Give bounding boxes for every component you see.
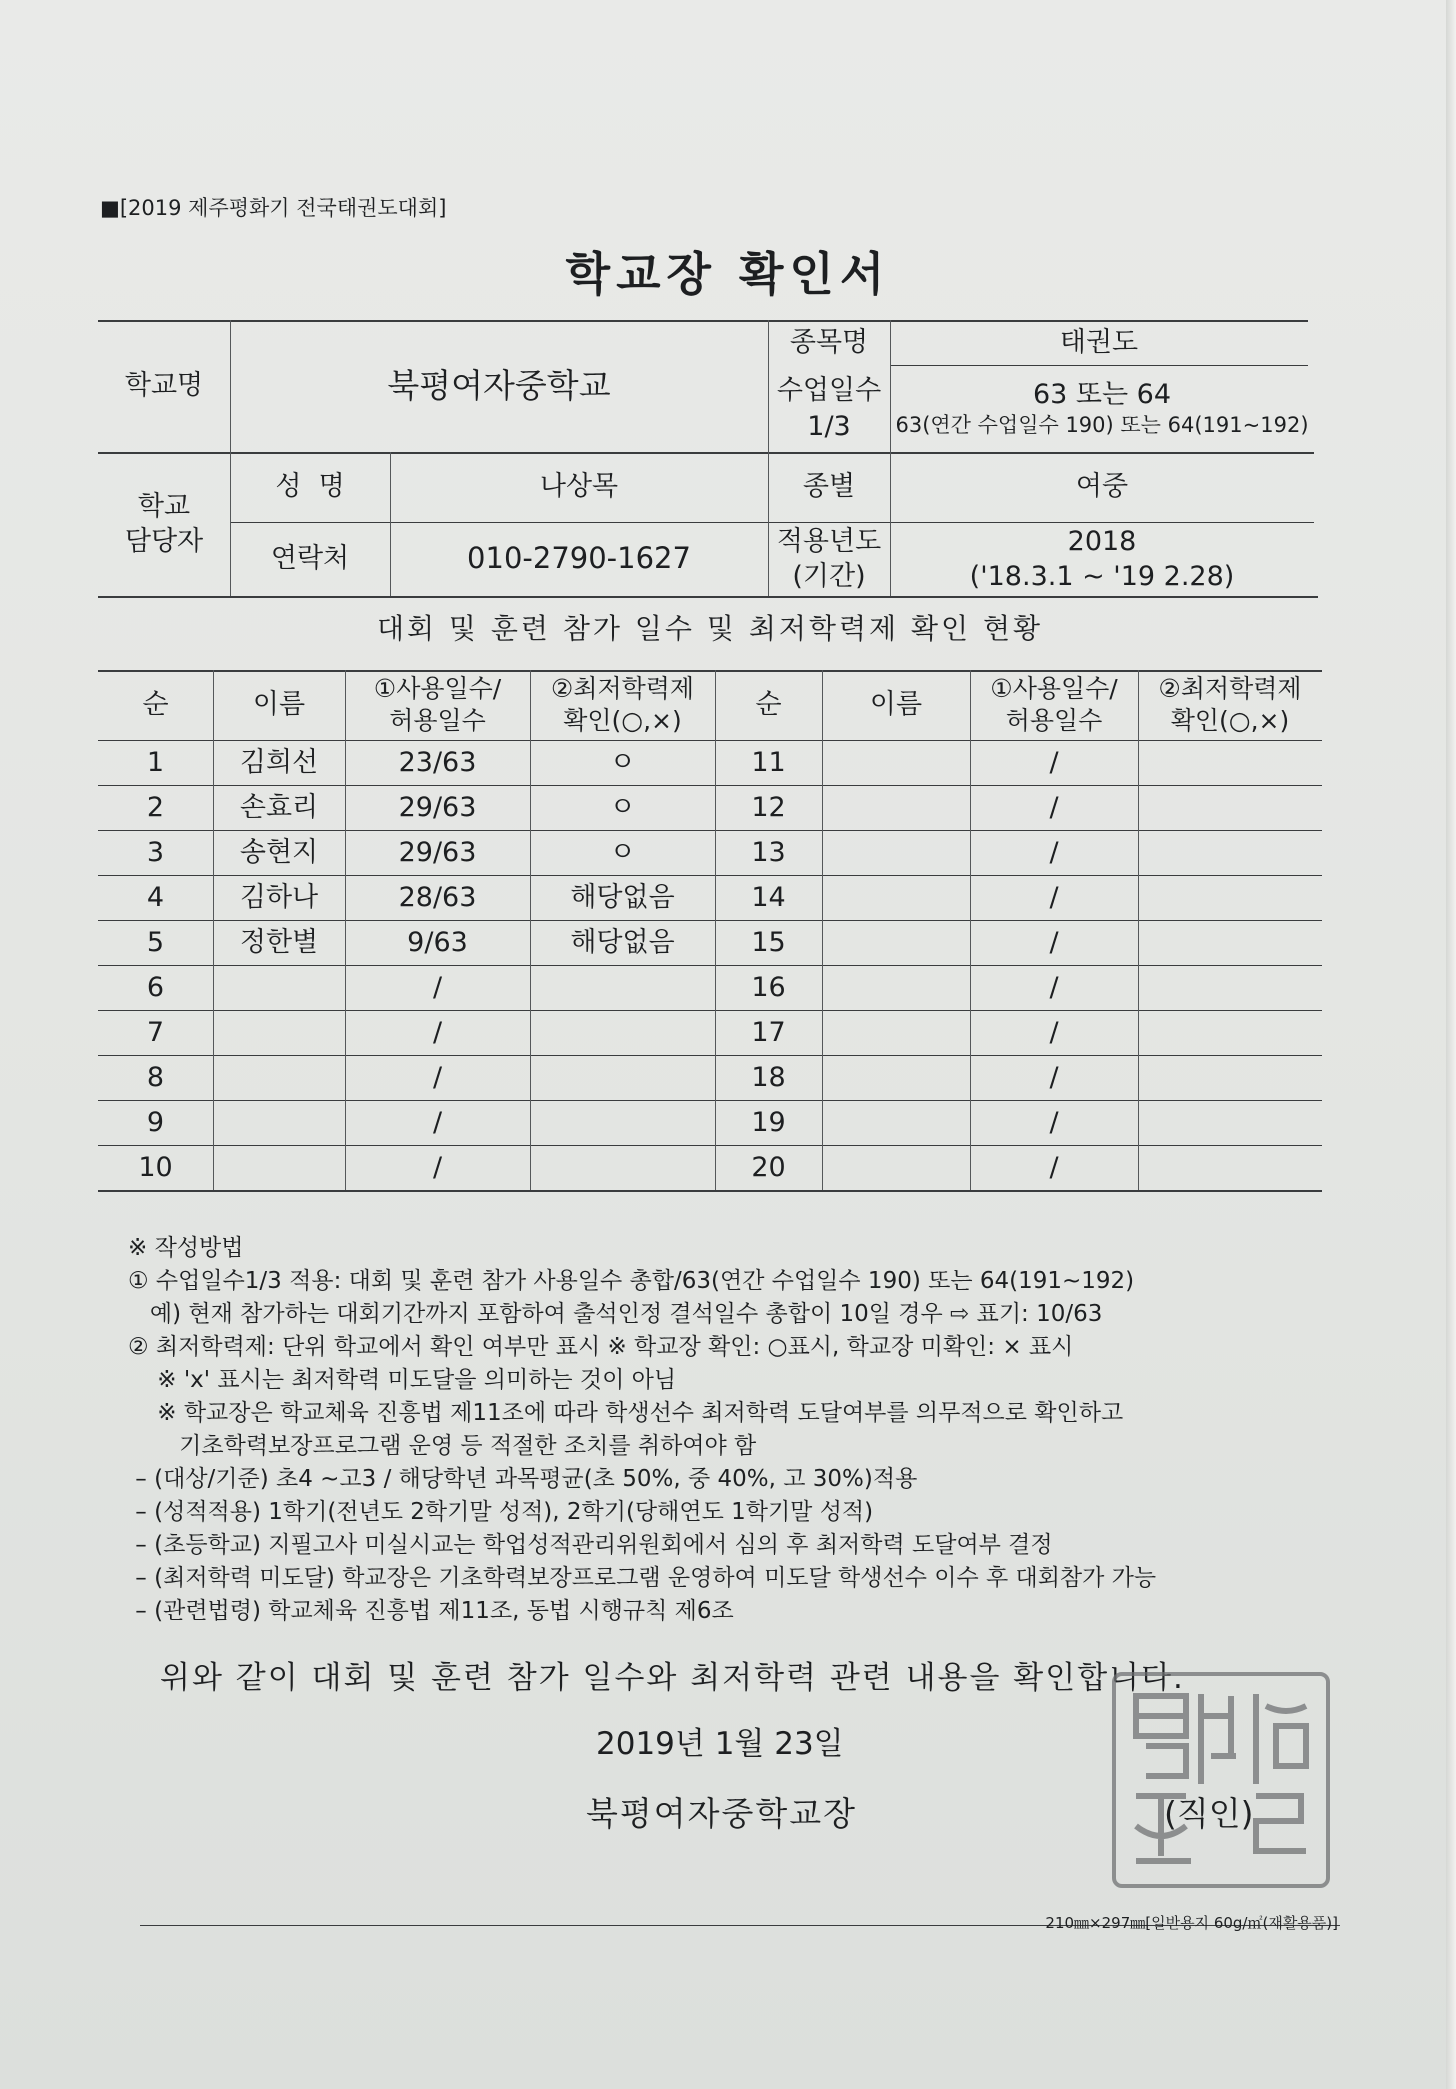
- header-check-right-line1: ②최저학력제: [1158, 673, 1302, 703]
- row-number: 13: [751, 836, 786, 868]
- student-name: [822, 1145, 970, 1190]
- note-line: 기초학력보장프로그램 운영 등 적절한 조치를 취하여야 함: [128, 1433, 757, 1459]
- confirmation-date: 2019년 1월 23일: [596, 1726, 844, 1762]
- days-value-line1: 63 또는 64: [1032, 379, 1172, 411]
- student-name: [822, 920, 970, 965]
- year-label-line1: 적용년도: [776, 525, 882, 557]
- manager-label-line1: 학교: [137, 490, 191, 522]
- row-number: 19: [751, 1106, 786, 1138]
- header-name-left: 이름: [252, 689, 306, 721]
- days-used: /: [432, 1151, 443, 1183]
- student-name: 손효리: [239, 791, 319, 823]
- min-academic-check: [530, 965, 715, 1010]
- header-days-right-line1: ①사용일수/: [990, 673, 1118, 703]
- min-academic-check: [530, 1010, 715, 1055]
- name-value: 나상목: [539, 471, 619, 503]
- table-row-border: [98, 1190, 1322, 1192]
- event-label: 종목명: [789, 326, 869, 358]
- header-no-left: 순: [142, 689, 169, 721]
- header-days-right: [970, 670, 1138, 740]
- min-academic-check: [530, 1145, 715, 1190]
- student-name: [213, 1010, 345, 1055]
- note-line: ① 수업일수1/3 적용: 대회 및 훈련 참가 사용일수 총합/63(연간 수업일수 190) 또는 64(191~192): [128, 1268, 1135, 1294]
- name-label: 성 명: [275, 471, 345, 503]
- days-label: [768, 365, 890, 452]
- type-label: 종별: [802, 471, 856, 503]
- header-days-left-line2: 허용일수: [389, 706, 486, 735]
- min-academic-check: [1138, 740, 1322, 785]
- year-value-line2: ('18.3.1 ~ '19 2.28): [969, 561, 1235, 592]
- days-used: /: [432, 1016, 443, 1048]
- student-name: [822, 1100, 970, 1145]
- principal-signature: 북평여자중학교장: [586, 1794, 858, 1833]
- manager-label: [98, 452, 230, 596]
- note-line: – (대상/기준) 초4 ~고3 / 해당학년 과목평균(초 50%, 중 40%, 고 30%)적용: [128, 1466, 918, 1492]
- note-line: – (초등학교) 지필고사 미실시교는 학업성적관리위원회에서 심의 후 최저학력 도달여부 결정: [128, 1532, 1053, 1558]
- days-used: 28/63: [398, 881, 477, 913]
- row-number: 20: [751, 1151, 786, 1183]
- row-number: 5: [146, 926, 165, 958]
- section-title: 대회 및 훈련 참가 일수 및 최저학력제 확인 현황: [376, 612, 1044, 645]
- school-name-label: 학교명: [124, 370, 204, 402]
- student-name: 김하나: [239, 881, 319, 913]
- header-check-right: [1138, 670, 1322, 740]
- min-academic-check: ㅇ: [609, 836, 636, 868]
- row-number: 14: [751, 881, 786, 913]
- header-days-left-line1: ①사용일수/: [373, 673, 502, 703]
- row-number: 6: [146, 971, 165, 1003]
- row-number: 10: [138, 1151, 173, 1183]
- student-name: [822, 965, 970, 1010]
- min-academic-check: [1138, 920, 1322, 965]
- min-academic-check: [1138, 1010, 1322, 1055]
- type-value: 여중: [1075, 471, 1129, 503]
- student-name: [822, 830, 970, 875]
- row-number: 4: [146, 881, 165, 913]
- days-used: /: [1049, 1016, 1059, 1048]
- contact-value: 010-2790-1627: [467, 541, 691, 576]
- year-value: [890, 522, 1314, 596]
- min-academic-check: [1138, 875, 1322, 920]
- min-academic-check: [1138, 965, 1322, 1010]
- days-used: /: [1049, 1061, 1059, 1093]
- student-name: [213, 1145, 345, 1190]
- header-check-right-line2: 확인(○,×): [1170, 706, 1290, 735]
- row-number: 11: [751, 746, 786, 778]
- note-line: – (관련법령) 학교체육 진흥법 제11조, 동법 시행규칙 제6조: [128, 1598, 734, 1624]
- min-academic-check: [1138, 1055, 1322, 1100]
- min-academic-check: [1138, 830, 1322, 875]
- days-used: 29/63: [398, 836, 477, 868]
- days-label-line2: 1/3: [807, 410, 851, 442]
- row-number: 17: [751, 1016, 786, 1048]
- row-number: 15: [751, 926, 786, 958]
- row-number: 1: [146, 746, 165, 778]
- note-line: ※ 학교장은 학교체육 진흥법 제11조에 따라 학생선수 최저학력 도달여부를 의무적으로 확인하고: [128, 1400, 1124, 1426]
- days-used: 29/63: [398, 791, 477, 823]
- student-name: 정한별: [239, 926, 319, 958]
- min-academic-check: [530, 1100, 715, 1145]
- note-line: ※ 작성방법: [128, 1235, 244, 1261]
- days-used: /: [1049, 791, 1059, 823]
- student-name: [213, 1055, 345, 1100]
- row-number: 2: [146, 791, 165, 823]
- header-check-left-line1: ②최저학력제: [550, 673, 695, 703]
- note-line: – (최저학력 미도달) 학교장은 기초학력보장프로그램 운영하여 미도달 학생선수 이수 후 대회참가 가능: [128, 1565, 1157, 1591]
- year-label: [768, 522, 890, 596]
- confirmation-text: 위와 같이 대회 및 훈련 참가 일수와 최저학력 관련 내용을 확인합니다.: [160, 1660, 1185, 1696]
- header-no-right: 순: [755, 689, 782, 721]
- row-number: 9: [146, 1106, 165, 1138]
- days-used: /: [1049, 746, 1059, 778]
- row-number: 18: [751, 1061, 786, 1093]
- student-name: [213, 965, 345, 1010]
- student-name: [822, 785, 970, 830]
- days-value-line2: 63(연간 수업일수 190) 또는 64(191~192): [895, 413, 1309, 438]
- seal-glyphs: [1116, 1676, 1326, 1884]
- min-academic-check: 해당없음: [570, 926, 675, 958]
- student-name: [822, 1010, 970, 1055]
- days-used: /: [1049, 971, 1059, 1003]
- days-label-line1: 수업일수: [776, 375, 882, 407]
- days-used: /: [432, 1106, 443, 1138]
- days-used: /: [1049, 1151, 1059, 1183]
- school-name-value: 북평여자중학교: [387, 365, 611, 405]
- days-used: /: [1049, 881, 1059, 913]
- header-days-left: [345, 670, 530, 740]
- min-academic-check: ㅇ: [609, 746, 636, 778]
- manager-label-line2: 담당자: [124, 526, 204, 557]
- year-value-line1: 2018: [1067, 525, 1137, 557]
- event-value: 태권도: [1059, 326, 1139, 358]
- header-name-right: 이름: [869, 689, 923, 721]
- min-academic-check: 해당없음: [570, 881, 675, 913]
- notes-section: [128, 1232, 1348, 1628]
- note-line: 예) 현재 참가하는 대회기간까지 포함하여 출석인정 결석일수 총합이 10일 경우 ⇨ 표기: 10/63: [128, 1301, 1103, 1327]
- year-label-line2: (기간): [792, 561, 866, 592]
- student-name: [213, 1100, 345, 1145]
- student-name: [822, 740, 970, 785]
- row-number: 8: [146, 1061, 165, 1093]
- row-number: 16: [751, 971, 786, 1003]
- days-used: 23/63: [398, 746, 477, 778]
- page-edge: [1446, 0, 1456, 2089]
- header-check-left: [530, 670, 715, 740]
- days-used: /: [1049, 1106, 1059, 1138]
- row-number: 12: [751, 791, 786, 823]
- note-line: – (성적적용) 1학기(전년도 2학기말 성적), 2학기(당해연도 1학기말 성적): [128, 1499, 874, 1525]
- min-academic-check: [1138, 1100, 1322, 1145]
- header-check-left-line2: 확인(○,×): [563, 706, 682, 735]
- student-name: 송현지: [239, 836, 319, 868]
- row-number: 3: [146, 836, 165, 868]
- min-academic-check: ㅇ: [609, 791, 636, 823]
- info-bottom-border: [98, 596, 1318, 598]
- note-line: ※ 'x' 표시는 최저학력 미도달을 의미하는 것이 아님: [128, 1367, 677, 1393]
- contact-label: 연락처: [270, 543, 350, 575]
- paper-spec-footer: 210㎜×297㎜[일반용지 60g/㎡(재활용품)]: [1045, 1914, 1338, 1932]
- header-days-right-line2: 허용일수: [1005, 706, 1103, 735]
- row-number: 7: [146, 1016, 165, 1048]
- seal-label: (직인): [1164, 1794, 1254, 1833]
- note-line: ② 최저학력제: 단위 학교에서 확인 여부만 표시 ※ 학교장 확인: ○표시, 학교장 미확인: × 표시: [128, 1334, 1074, 1360]
- min-academic-check: [1138, 785, 1322, 830]
- min-academic-check: [530, 1055, 715, 1100]
- student-name: [822, 1055, 970, 1100]
- days-value: [890, 365, 1314, 452]
- student-name: 김희선: [239, 746, 319, 778]
- days-used: 9/63: [407, 926, 468, 958]
- header-note: ■[2019 제주평화기 전국태권도대회]: [100, 196, 447, 220]
- document-title: 학교장 확인서: [565, 247, 891, 301]
- min-academic-check: [1138, 1145, 1322, 1190]
- days-used: /: [1049, 926, 1059, 958]
- days-used: /: [432, 1061, 443, 1093]
- days-used: /: [432, 971, 443, 1003]
- days-used: /: [1049, 836, 1059, 868]
- school-seal-stamp: [1112, 1672, 1330, 1888]
- student-name: [822, 875, 970, 920]
